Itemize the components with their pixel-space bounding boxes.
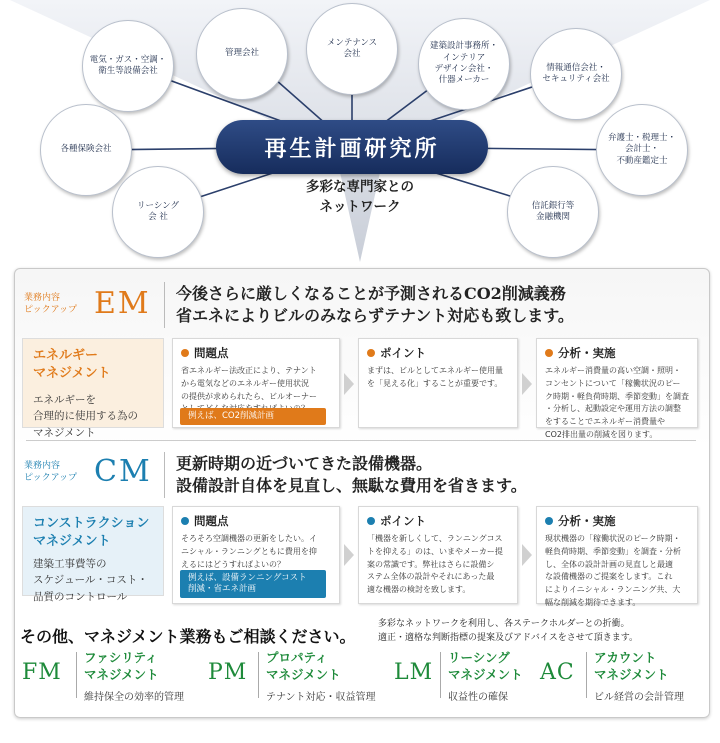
section-divider [26, 440, 696, 441]
em-step-point-title: ポイント [380, 346, 426, 360]
cm-pickup-label: 業務内容 ピックアップ [24, 461, 78, 483]
hub-subtitle: 多彩な専門家との ネットワーク [306, 179, 414, 215]
fm-title: ファシリティ マネジメント [84, 650, 159, 682]
cm-bullet-icon [367, 517, 375, 525]
em-bullet-icon [545, 349, 553, 357]
em-bullet-icon [181, 349, 189, 357]
fm-divider [76, 652, 77, 698]
other-services-title: その他、マネジメント業務もご相談ください。 [20, 627, 356, 646]
cm-step-point-body: 「機器を新しくして、ランニングコス トを抑える」のは、いまやメーカー提 案の常識です。弊社はさらに設備シ ステム全体の設計やそれにあった最 適な機器の検討を致します。 [367, 534, 503, 595]
cm-step-problem-body: そろそろ空調機器の更新をしたい。イ ニシャル・ランニングともに費用を抑 えるにはどうすればよいの？ [181, 534, 317, 569]
network-node-architecture: 建築設計事務所・ インテリア デザイン会社・ 什器メーカー [418, 18, 510, 110]
em-arrow-icon [344, 373, 354, 395]
pm-desc: テナント対応・収益管理 [266, 692, 376, 703]
cm-headline: 更新時期の近づいてきた設備機器。 設備設計自体を見直し、無駄な費用を省きます。 [176, 454, 527, 496]
em-step-problem-body: 省エネルギー法改正により、テナント から電気などのエネルギー使用状況 の提供が求められたら、ビルオーナー [181, 366, 317, 401]
em-step-point-body: まずは、ビルとしてエネルギー使用量 を「見える化」することが重要です。 [367, 366, 503, 388]
em-divider [164, 282, 165, 328]
network-node-maintenance: メンテナンス 会社 [306, 3, 398, 95]
network-node-trust-bank: 信託銀行等 金融機関 [507, 166, 599, 258]
network-node-equipment: 電気・ガス・空調・ 衛生等設備会社 [82, 20, 174, 112]
cm-category-desc: 建築工事費等の スケジュール・コスト・ 品質のコントロール [33, 558, 148, 603]
em-step-analysis-title: 分析・実施 [558, 346, 616, 360]
pm-divider [258, 652, 259, 698]
cm-arrow-icon [522, 544, 532, 566]
em-category-box [22, 338, 164, 439]
ac-code: AC [540, 660, 575, 685]
cm-category-box [22, 506, 164, 603]
ac-desc: ビル経営の会計管理 [594, 692, 684, 703]
cm-step-point [358, 506, 518, 604]
ac-title: アカウント マネジメント [594, 650, 669, 682]
ac-divider [586, 652, 587, 698]
lm-desc: 収益性の確保 [448, 692, 508, 703]
em-category-desc: エネルギーを 合理的に使用する為の マネジメント [33, 394, 138, 439]
lm-title: リーシング マネジメント [448, 650, 523, 682]
other-services-desc: 多彩なネットワークを利用し、各ステークホルダーとの折衝。 適正・適格な判断指標の提案及びアドバイスをさせて頂きます。 [378, 619, 639, 643]
cm-step-point-title: ポイント [380, 514, 426, 528]
em-arrow-icon [522, 373, 532, 395]
network-node-leasing: リーシング 会 社 [112, 166, 204, 258]
cm-arrow-icon [344, 544, 354, 566]
em-example-badge: 例えば、CO2削減計画 [180, 408, 326, 425]
em-step-point [358, 338, 518, 428]
em-step-problem-title: 問題点 [194, 346, 229, 360]
cm-category-title: コンストラクション マネジメント [33, 516, 150, 549]
cm-example-badge: 例えば、設備ランニングコスト 削減・省エネ計画 [180, 570, 326, 598]
cm-divider [164, 452, 165, 498]
lm-divider [440, 652, 441, 698]
network-node-lawyers: 弁護士・税理士・ 会計士・ 不動産鑑定士 [596, 104, 688, 196]
em-headline: 今後さらに厳しくなることが予測されるCO2削減義務 省エネによりビルのみならずテナント対応も致します。 [176, 284, 574, 326]
em-pickup-label: 業務内容 ピックアップ [24, 293, 78, 315]
em-category-title: エネルギー マネジメント [33, 348, 111, 381]
network-node-insurance: 各種保険会社 [40, 104, 132, 196]
pm-title: プロパティ マネジメント [266, 650, 341, 682]
em-step-analysis [536, 338, 698, 439]
cm-step-analysis-title: 分析・実施 [558, 514, 616, 528]
em-code: EM [94, 286, 151, 321]
em-step-analysis-body: エネルギー消費量の高い空調・照明・ コンセントについて「稼働状況のピー ク時期・軽負荷時期、季節変動」を調査 ・分析し、起動設定や運用方法の調整 をすることでエネルギー消費量や CO2排出量の削減を図ります。 [545, 366, 689, 439]
hub-title: 再生計画研究所 [216, 120, 488, 174]
network-node-it-security: 情報通信会社・ セキュリティ会社 [530, 28, 622, 120]
lm-code: LM [394, 660, 434, 685]
cm-bullet-icon [545, 517, 553, 525]
cm-code: CM [94, 454, 152, 489]
em-bullet-icon [367, 349, 375, 357]
cm-bullet-icon [181, 517, 189, 525]
fm-code: FM [22, 660, 62, 685]
network-node-management-company: 管理会社 [196, 8, 288, 100]
cm-step-analysis [536, 506, 698, 607]
cm-step-analysis-body: 現状機器の「稼働状況のピーク時期・ 軽負荷時期、季節変動」を調査・分析 し、全体の設計計画の見直しと最適 な設備機器のご提案をします。これ によりイニシャル・ランニング共、大 幅な削減を期待できます。 [545, 534, 681, 607]
pm-code: PM [208, 660, 248, 685]
fm-desc: 維持保全の効率的管理 [84, 692, 184, 703]
cm-step-problem-title: 問題点 [194, 514, 229, 528]
expert-network-diagram [0, 0, 720, 265]
